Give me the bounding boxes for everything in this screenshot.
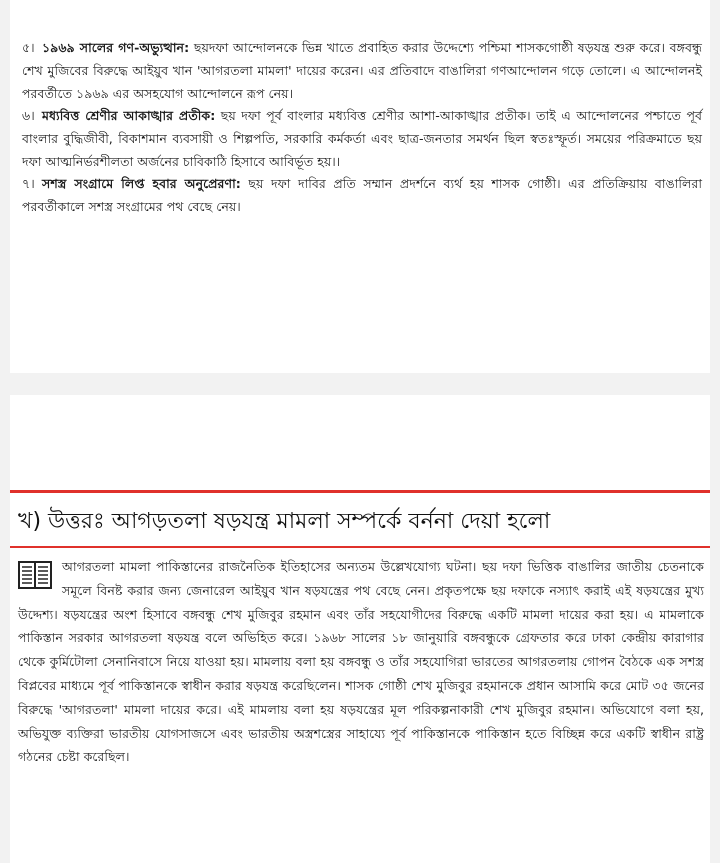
list-item-7	[22, 172, 702, 218]
item-text: ছয়দফা আন্দোলনকে ভিন্ন খাতে প্রবাহিত করার উদ্দেশ্যে পশ্চিমা শাসকগোষ্ঠী ষড়যন্ত্র শুরু করে। বঙ্গবন্ধু শেখ মুজিবের বিরুদ্ধে আইয়ুব খান 'আগরতলা মামলা' দায়ের করেন। এর প্রতিবাদে বাঙালিরা গণআন্দোলন গড়ে তোলে। এ আন্দোলনই পরবর্তীতে ১৯৬৯ এর অসহযোগ আন্দোলনে রূপ নেয়।	[22, 40, 702, 101]
list-item-5	[22, 36, 702, 105]
answer-paragraph	[18, 555, 704, 769]
item-heading: ১৯৬৯ সালের গণ-অভ্যুত্থান:	[42, 40, 190, 55]
item-number: ৫।	[22, 40, 35, 55]
icon-spacer	[18, 555, 62, 599]
item-text: ছয় দফা পূর্ব বাংলার মধ্যবিত্ত শ্রেণীর আশা-আকাঙ্খার প্রতীক। তাই এ আন্দোলনের পশ্চাতে পূর্ব বাংলার বুদ্ধিজীবী, বিকাশমান ব্যবসায়ী ও শিল্পপতি, সরকারি কর্মকর্তা এবং ছাত্র-জনতার সমর্থন ছিল স্বতঃস্ফূর্ত। সময়ের পরিক্রমাতে ছয় দফা আত্মনির্ভরশীলতা অর্জনের চাবিকাঠি হিসাবে আবির্ভূত হয়।।	[22, 108, 702, 169]
page-section-answer	[10, 395, 710, 863]
item-number: ৭।	[22, 176, 35, 191]
item-heading: মধ্যবিত্ত শ্রেণীর আকাঙ্খার প্রতীক:	[42, 108, 216, 123]
list-item-6	[22, 104, 702, 173]
item-heading: সশস্ত্র সংগ্রামে লিপ্ত হবার অনুপ্রেরণা:	[42, 176, 241, 191]
divider-top	[10, 490, 710, 493]
item-text: ছয় দফা দাবির প্রতি সম্মান প্রদর্শনে ব্যর্থ হয় শাসক গোষ্ঠী। এর প্রতিক্রিয়ায় বাঙালিরা পরবর্তীকালে সশস্ত্র সংগ্রামের পথ বেছে নেয়।	[22, 176, 702, 214]
item-number: ৬।	[22, 108, 35, 123]
page-section-top	[10, 0, 710, 373]
answer-text: আগরতলা মামলা পাকিস্তানের রাজনৈতিক ইতিহাসের অন্যতম উল্লেখযোগ্য ঘটনা। ছয় দফা ভিত্তিক বাঙালির জাতীয় চেতনাকে সমূলে বিনষ্ট করার জন্য জেনারেল আইয়ুব খান ষড়যন্ত্রের পথ বেছে নেন। প্রকৃতপক্ষে ছয় দফাকে নস্যাৎ করাই এই ষড়যন্ত্রের মুখ্য উদ্দেশ্য। ষড়যন্ত্রের অংশ হিসাবে বঙ্গবন্ধু শেখ মুজিবুর রহমান এবং তাঁর সহযোগীদের বিরুদ্ধে একটি মামলা দায়ের করা হয়। এ মামলাকে পাকিস্তান সরকার আগরতলা ষড়যন্ত্র বলে অভিহিত করে। ১৯৬৮ সালের ১৮ জানুয়ারি বঙ্গবন্ধুকে গ্রেফতার করে ঢাকা কেন্দ্রীয় কারাগার থেকে কুর্মিটোলা সেনানিবাসে নিয়ে যাওয়া হয়। মামলায় বলা হয় বঙ্গবন্ধু ও তাঁর সহযোগিরা ভারতের আগরতলায় গোপন বৈঠকে এক সশস্ত্র বিপ্লবের মাধ্যমে পূর্ব পাকিস্তানকে স্বাধীন করার ষড়যন্ত্র করেছিলেন। শাসক গোষ্ঠী শেখ মুজিবুর রহমানকে প্রধান আসামি করে মোট ৩৫ জনের বিরুদ্ধে 'আগরতলা' মামলা দায়ের করে। এই মামলায় বলা হয় ষড়যন্ত্রের মূল পরিকল্পনাকারী শেখ মুজিবুর রহমান। অভিযোগে বলা হয়, অভিযুক্ত ব্যক্তিরা ভারতীয় যোগসাজসে এবং ভারতীয় অস্ত্রশস্ত্রের সাহায্যে পূর্ব পাকিস্তানকে পাকিস্তান হতে বিচ্ছিন্ন করে একটি স্বাধীন রাষ্ট্র গঠনের চেষ্টা করেছিল।	[18, 559, 704, 765]
answer-heading: খ) উত্তরঃ আগড়তলা ষড়যন্ত্র মামলা সম্পর্কে বর্ননা দেয়া হলো	[18, 509, 551, 534]
divider-bottom	[10, 546, 710, 548]
